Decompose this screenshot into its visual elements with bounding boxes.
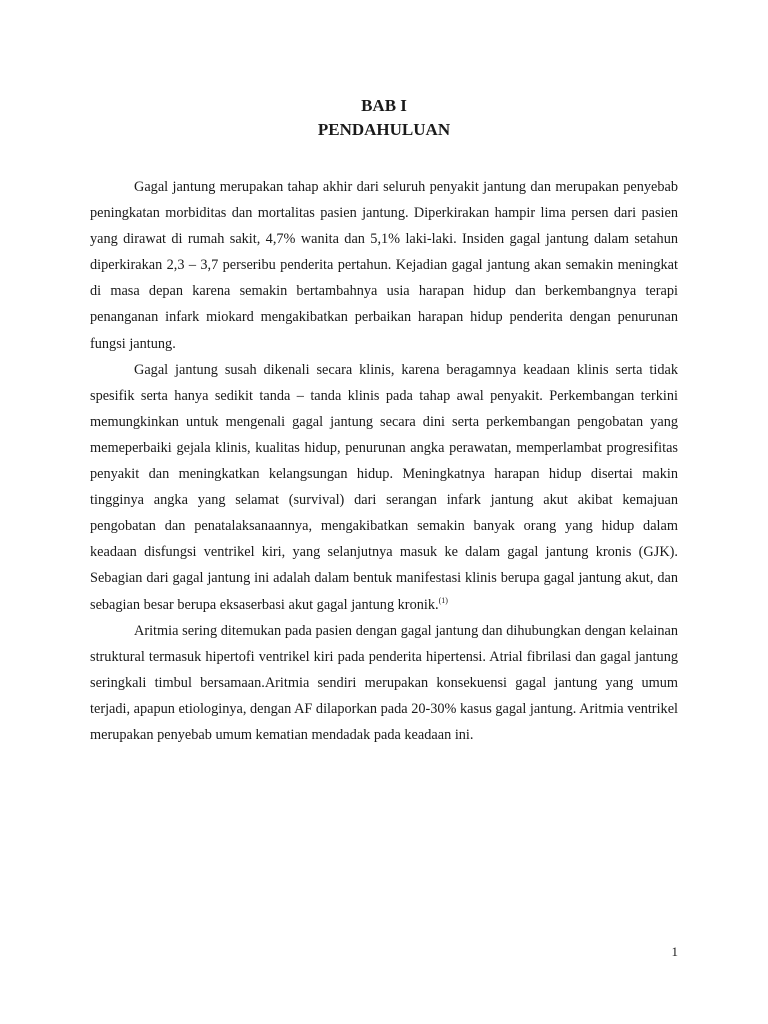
chapter-title: PENDAHULUAN — [317, 120, 451, 139]
body-text — [90, 174, 678, 748]
page-number: 1 — [671, 944, 678, 959]
chapter-heading: BAB I — [361, 96, 407, 115]
paragraph-text: Gagal jantung susah dikenali secara klinis, karena beragamnya keadaan klinis serta tidak spesifik serta hanya sedikit tanda – tanda klinis pada tahap awal penyakit. Perkembangan terkini memungkinkan untuk mengenali gagal jantung secara dini serta perkembangan pengobatan yang memeperbaiki gejala klinis, kualitas hidup, penurunan angka perawatan, memperlambat progresifitas penyakit dan meningkatkan kelangsungan hidup. Meningkatnya harapan hidup disertai makin tingginya angka yang selamat (survival) dari serangan infark jantung akut akibat kemajuan pengobatan dan penatalaksanaannya, mengakibatkan semakin banyak orang yang hidup dalam keadaan disfungsi ventrikel kiri, yang selanjutnya masuk ke dalam gagal jantung kronis (GJK). Sebagian dari gagal jantung ini adalah dalam bentuk manifestasi klinis berupa gagal jantung akut, dan sebagian besar berupa eksaserbasi akut gagal jantung kronik. — [90, 361, 678, 613]
paragraph-text: Aritmia sering ditemukan pada pasien dengan gagal jantung dan dihubungkan dengan kelainan struktural termasuk hipertofi ventrikel kiri pada penderita hipertensi. Atrial fibrilasi dan gagal jantung seringkali timbul bersamaan.Aritmia sendiri merupakan konsekuensi gagal jantung yang umum terjadi, apapun etiologinya, dengan AF dilaporkan pada 20-30% kasus gagal jantung. Aritmia ventrikel merupakan penyebab umum kematian mendadak pada keadaan ini. — [90, 622, 679, 743]
paragraph-text: Gagal jantung merupakan tahap akhir dari seluruh penyakit jantung dan merupakan penyebab peningkatan morbiditas dan mortalitas pasien jantung. Diperkirakan hampir lima persen dari pasien yang dirawat di rumah sakit, 4,7% wanita dan 5,1% laki-laki. Insiden gagal jantung dalam setahun diperkirakan 2,3 – 3,7 perseribu penderita pertahun. Kejadian gagal jantung akan semakin meningkat di masa depan karena semakin bertambahnya usia harapan hidup dan berkembangnya terapi penanganan infark miokard mengakibatkan perbaikan harapan hidup penderita dengan penurunan fungsi jantung. — [90, 179, 678, 352]
paragraph — [90, 357, 678, 618]
paragraph — [90, 618, 678, 748]
paragraph — [90, 174, 678, 357]
citation-reference: (1) — [438, 595, 448, 605]
